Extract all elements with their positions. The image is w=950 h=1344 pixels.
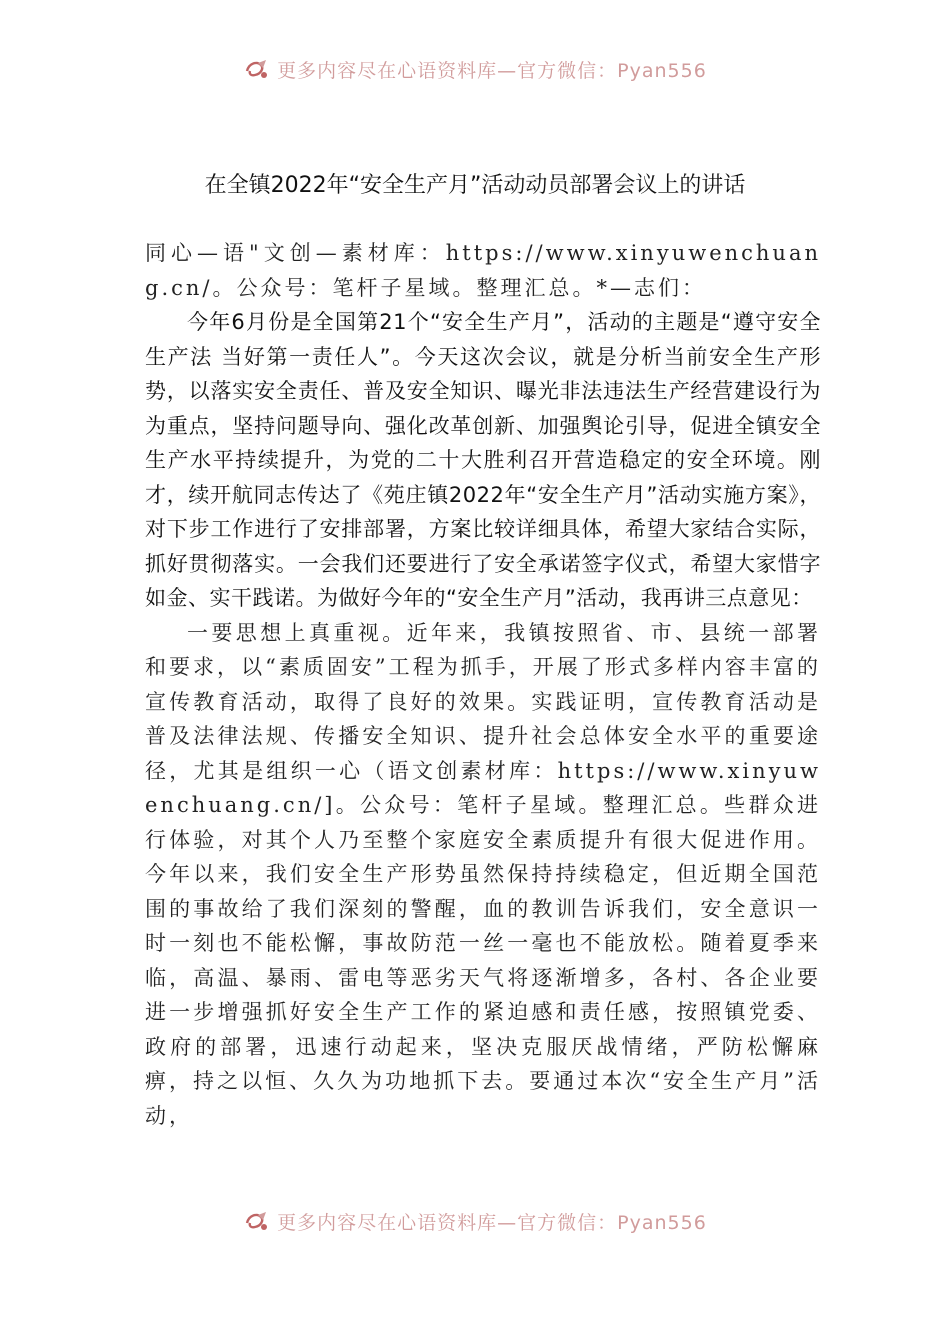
footer-watermark bbox=[0, 1206, 950, 1236]
document-title: 在全镇2022年“安全生产月”活动动员部署会议上的讲话 bbox=[204, 173, 746, 198]
intro-paragraph: 同心—语"文创—素材库：https://www.xinyuwenchuang.cn/。公众号：笔杆子星域。整理汇总。*—志们： bbox=[145, 241, 821, 300]
watermark-logo-icon bbox=[243, 1209, 271, 1233]
watermark-text: 更多内容尽在心语资料库—官方微信：Pyan556 bbox=[277, 1211, 707, 1234]
watermark-text: 更多内容尽在心语资料库—官方微信：Pyan556 bbox=[277, 59, 707, 82]
document-body bbox=[145, 236, 821, 1133]
header-watermark bbox=[0, 54, 950, 84]
watermark-logo-icon bbox=[243, 57, 271, 81]
body-paragraph-2: 一要思想上真重视。近年来，我镇按照省、市、县统一部署和要求，以“素质固安”工程为抓手，开展了形式多样内容丰富的宣传教育活动，取得了良好的效果。实践证明，宣传教育活动是普及法律法规、传播安全知识、提升社会总体安全水平的重要途径，尤其是组织一心（语文创素材库：https://www.xinyuwenchuang.cn/]。公众号：笔杆子星域。整理汇总。些群众进行体验，对其个人乃至整个家庭安全素质提升有很大促进作用。今年以来，我们安全生产形势虽然保持持续稳定，但近期全国范围的事故给了我们深刻的警醒，血的教训告诉我们，安全意识一时一刻也不能松懈，事故防范一丝一毫也不能放松。随着夏季来临，高温、暴雨、雷电等恶劣天气将逐渐增多，各村、各企业要进一步增强抓好安全生产工作的紧迫感和责任感，按照镇党委、政府的部署，迅速行动起来，坚决克服厌战情绪，严防松懈麻痹，持之以恒、久久为功地抓下去。要通过本次“安全生产月”活动， bbox=[145, 620, 821, 1128]
body-paragraph-1: 今年6月份是全国第21个“安全生产月”，活动的主题是“遵守安全生产法 当好第一责任人”。今天这次会议，就是分析当前安全生产形势，以落实安全责任、普及安全知识、曝光非法违法生产经营建设行为为重点，坚持问题导向、强化改革创新、加强舆论引导，促进全镇安全生产水平持续提升，为党的二十大胜利召开营造稳定的安全环境。刚才，续开航同志传达了《苑庄镇2022年“安全生产月”活动实施方案》，对下步工作进行了安排部署，方案比较详细具体，希望大家结合实际，抓好贯彻落实。一会我们还要进行了安全承诺签字仪式，希望大家惜字如金、实干践诺。为做好今年的“安全生产月”活动，我再讲三点意见： bbox=[145, 310, 821, 610]
